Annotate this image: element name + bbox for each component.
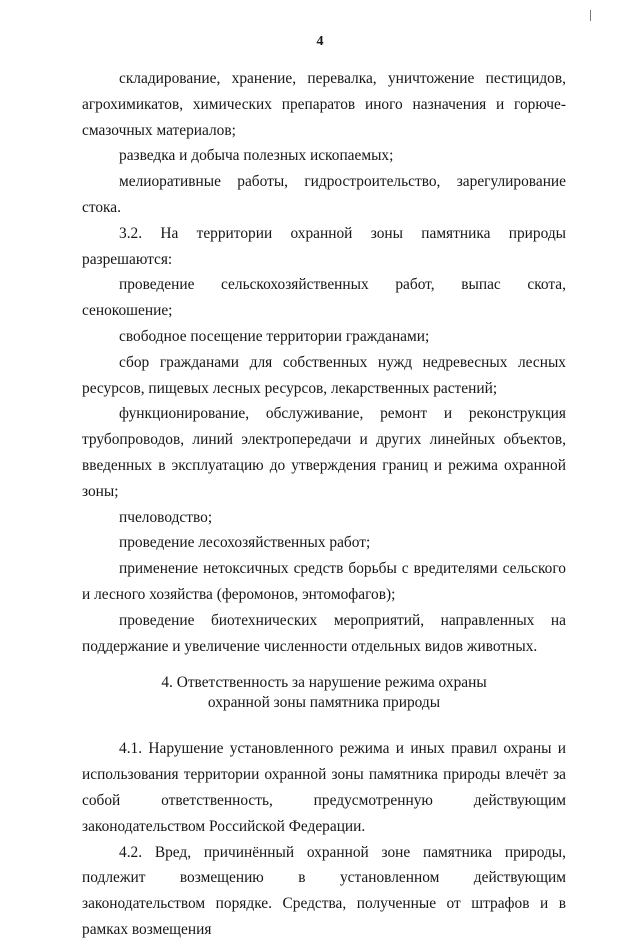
- paragraph: 3.2. На территории охранной зоны памятника природы разрешаются:: [82, 224, 566, 268]
- section-heading: [82, 673, 566, 713]
- section-heading-line: охранной зоны памятника природы: [207, 694, 441, 712]
- paragraph: мелиоративные работы, гидростроительство, зарегулирование стока.: [82, 173, 566, 216]
- page-number: 4: [316, 34, 324, 49]
- paragraph: 4.1. Нарушение установленного режима и иных правил охраны и использования территории охранной зоны памятника природы влечёт за собой ответственность, предусмотренную действующим законодательством Российской Федерации.: [82, 740, 566, 835]
- paragraph: разведка и добыча полезных ископаемых;: [119, 147, 394, 165]
- section-heading-line: 4. Ответственность за нарушение режима охраны: [161, 674, 487, 692]
- paragraph: функционирование, обслуживание, ремонт и реконструкция трубопроводов, линий электропередачи и других линейных объектов, введенных в эксплуатацию до утверждения границ и режима охранной зоны;: [82, 405, 566, 500]
- paragraph: свободное посещение территории гражданами;: [119, 327, 430, 345]
- paragraph: проведение лесохозяйственных работ;: [119, 534, 371, 552]
- paragraph: применение нетоксичных средств борьбы с вредителями сельского и лесного хозяйства (феромонов, энтомофагов);: [82, 560, 566, 603]
- document-body: [82, 66, 566, 943]
- paragraph: сбор гражданами для собственных нужд недревесных лесных ресурсов, пищевых лесных ресурсов, лекарственных растений;: [82, 353, 566, 397]
- paragraph: складирование, хранение, перевалка, уничтожение пестицидов, агрохимикатов, химических препаратов иного назначения и горюче-смазочных материалов;: [82, 70, 566, 139]
- paragraph: проведение сельскохозяйственных работ, выпас скота, сенокошение;: [82, 276, 566, 320]
- paragraph: 4.2. Вред, причинённый охранной зоне памятника природы, подлежит возмещению в установленном действующим законодательством порядке. Средства, полученные от штрафов и в рамках возмещения: [82, 843, 566, 938]
- scan-mark: [590, 10, 591, 21]
- paragraph: проведение биотехнических мероприятий, направленных на поддержание и увеличение численности отдельных видов животных.: [82, 611, 566, 655]
- paragraph: пчеловодство;: [119, 508, 213, 526]
